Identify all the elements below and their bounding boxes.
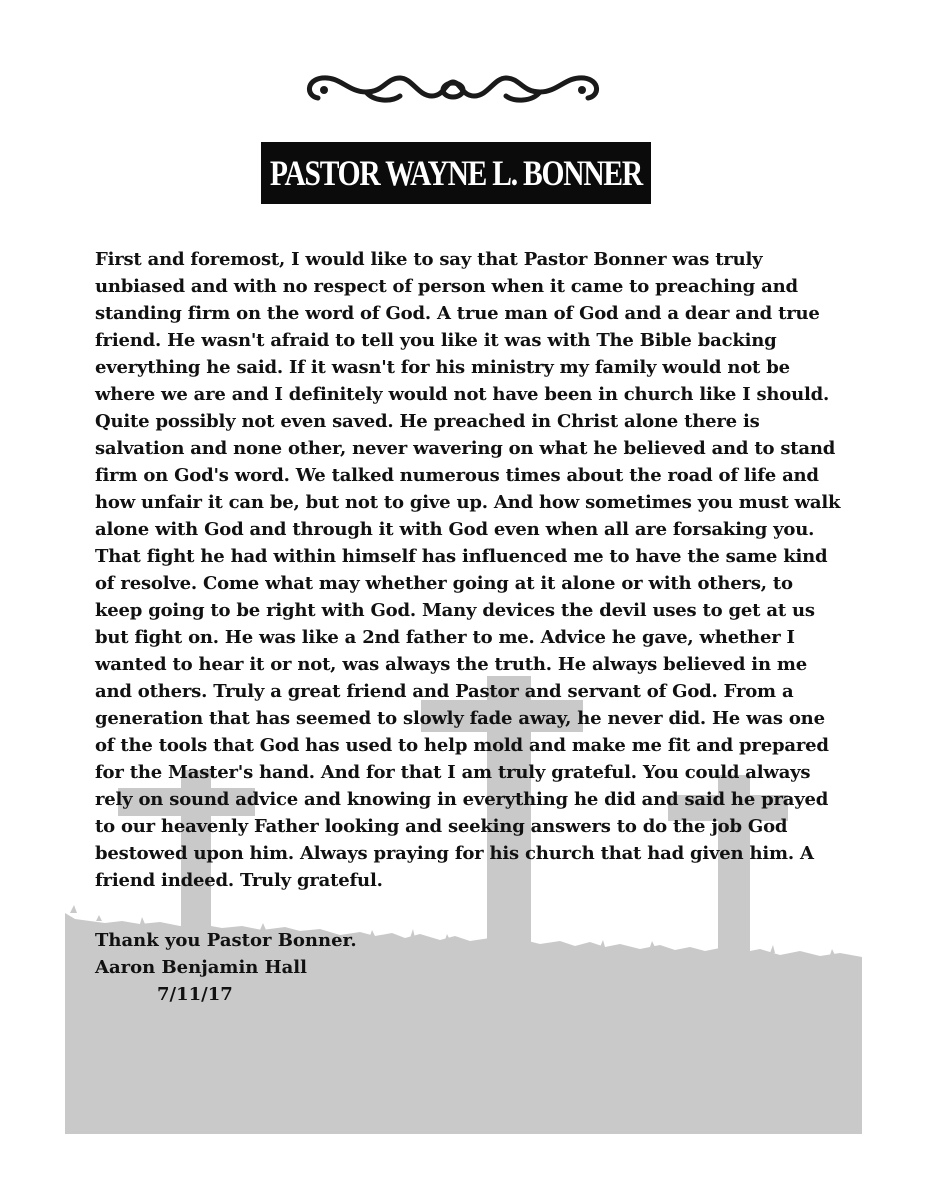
tribute-line: That fight he had within himself has influenced me to have the same kind — [95, 546, 828, 567]
tribute-line: Quite possibly not even saved. He preached in Christ alone there is — [95, 411, 760, 432]
tribute-line: rely on sound advice and knowing in everything he did and said he prayed — [95, 789, 829, 810]
tribute-line: of resolve. Come what may whether going at it alone or with others, to — [95, 573, 793, 594]
tribute-line: friend indeed. Truly grateful. — [95, 870, 383, 891]
title-banner — [261, 142, 651, 204]
tribute-line: bestowed upon him. Always praying for his church that had given him. A — [95, 843, 814, 864]
tribute-line: firm on God's word. We talked numerous times about the road of life and — [95, 465, 819, 486]
tribute-line: and others. Truly a great friend and Pastor and servant of God. From a — [95, 681, 794, 702]
closing-block — [95, 927, 357, 1008]
closing-thanks: Thank you Pastor Bonner. — [95, 930, 357, 951]
tribute-line: to our heavenly Father looking and seeking answers to do the job God — [95, 816, 788, 837]
tribute-line: generation that has seemed to slowly fade away, he never did. He was one — [95, 708, 825, 729]
page-title: PASTOR WAYNE L. BONNER — [269, 153, 643, 193]
signature-date: 7/11/17 — [157, 984, 233, 1005]
tribute-text — [95, 246, 845, 894]
tribute-line: for the Master's hand. And for that I am truly grateful. You could always — [95, 762, 811, 783]
signature-name: Aaron Benjamin Hall — [95, 957, 307, 978]
tribute-line: how unfair it can be, but not to give up. And how sometimes you must walk — [95, 492, 841, 513]
tribute-line: everything he said. If it wasn't for his ministry my family would not be — [95, 357, 790, 378]
tribute-line: but fight on. He was like a 2nd father to me. Advice he gave, whether I — [95, 627, 795, 648]
tribute-line: keep going to be right with God. Many devices the devil uses to get at us — [95, 600, 815, 621]
tribute-line: unbiased and with no respect of person when it came to preaching and — [95, 276, 798, 297]
tribute-line: alone with God and through it with God even when all are forsaking you. — [95, 519, 815, 540]
tribute-line: of the tools that God has used to help mold and make me fit and prepared — [95, 735, 829, 756]
tribute-line: wanted to hear it or not, was always the truth. He always believed in me — [95, 654, 807, 675]
tribute-line: where we are and I definitely would not have been in church like I should. — [95, 384, 830, 405]
tribute-line: friend. He wasn't afraid to tell you like it was with The Bible backing — [95, 330, 777, 351]
scroll-flourish-icon — [300, 66, 606, 112]
tribute-line: salvation and none other, never wavering on what he believed and to stand — [95, 438, 836, 459]
tribute-line: First and foremost, I would like to say that Pastor Bonner was truly — [95, 249, 763, 270]
tribute-line: standing firm on the word of God. A true man of God and a dear and true — [95, 303, 820, 324]
